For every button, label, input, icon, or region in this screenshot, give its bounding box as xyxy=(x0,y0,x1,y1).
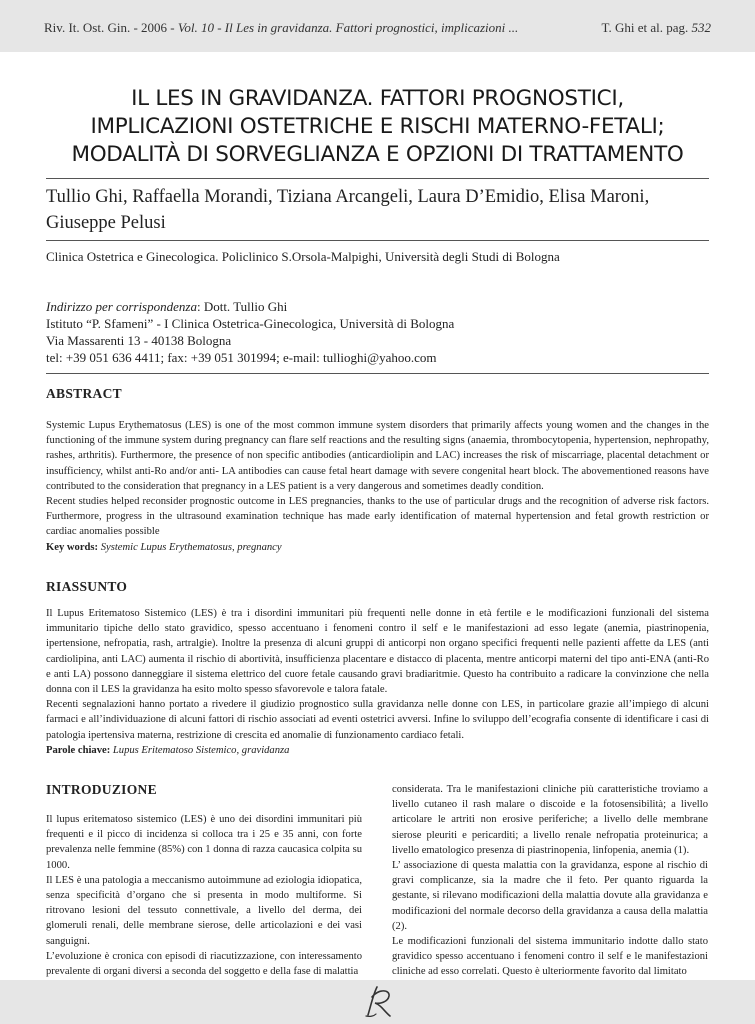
affiliation: Clinica Ostetrica e Ginecologica. Policlinico S.Orsola-Malpighi, Università degli Studi di Bologna xyxy=(46,249,560,264)
journal-monogram-logo-icon xyxy=(362,983,396,1019)
title-line-3: MODALITÀ DI SORVEGLIANZA E OPZIONI DI TRATTAMENTO xyxy=(71,142,684,167)
correspondence-label: Indirizzo per corrispondenza xyxy=(46,299,197,314)
intro-paragraph: L’ associazione di questa malattia con la gravidanza, espone al rischio di gravi complicanze, sia la madre che il feto. Per quanto riguarda la gestante, si rilevano modificazioni della malattia dovute alla gravidanza e modificazioni del normale decorso della gravidanza a causa della malattia (2). xyxy=(392,860,708,932)
intro-paragraph: considerata. Tra le manifestazioni cliniche più caratteristiche troviamo a livello cutaneo il rash malare o discoide e la fotosensibilità; a livello articolare le artriti non erosive periferiche; a livello delle membrane sierose pleuriti e pericarditi; a livello renale nefropatia proteinurica; a livello ematologico presenza di piastrinopenia, linfopenia, anemia (1). xyxy=(392,784,708,856)
journal-citation xyxy=(44,20,518,36)
intro-paragraph: Il lupus eritematoso sistemico (LES) è uno dei disordini immunitari più frequenti e il picco di incidenza si colloca tra i 25 e 35 anni, con forte prevalenza nelle femmine (85%) con 1 donna di razza caucasica colpita su 1000. xyxy=(46,814,362,871)
intro-right-column xyxy=(392,782,708,980)
page-reference xyxy=(601,20,711,36)
keywords-label: Parole chiave: xyxy=(46,744,111,756)
riassunto-paragraph: Recenti segnalazioni hanno portato a rivedere il giudizio prognostico sulla gravidanza nelle donne con LES, in particolare grazie all’impiego di alcuni farmaci e all’individuazione di alcuni fattori di rischio associati ad eventi ostetrici avversi. Infine lo sviluppo dell’ecografia consente di identificare i casi di patologia ipertensiva materna, restrizione di crescita ed anomalie di funzionamento cardiaco fetali. xyxy=(46,699,709,741)
page-number: 532 xyxy=(691,20,711,35)
author-list: Tullio Ghi, Raffaella Morandi, Tiziana Arcangeli, Laura D’Emidio, Elisa Maroni, Giuseppe Pelusi xyxy=(46,187,650,233)
short-authors: T. Ghi et al. pag. xyxy=(601,20,692,35)
riassunto-heading: RIASSUNTO xyxy=(46,579,128,594)
abstract-body xyxy=(46,418,709,555)
intro-paragraph: Il LES è una patologia a meccanismo autoimmune ad eziologia idiopatica, senza specificità d’organo che si presenta in modo multiforme. Si ritrovano lesioni del tessuto connettivale, a livello del derma, dei glomeruli renali, delle membrane sierose, delle articolazioni e dei vasi sanguigni. xyxy=(46,874,362,947)
intro-paragraph: L’evoluzione è cronica con episodi di riacutizzazione, con interessamento prevalente di organi diversi a seconda del soggetto e della fase di malattia xyxy=(46,950,362,978)
institute-line: Istituto “P. Sfameni” - I Clinica Ostetrica-Ginecologica, Università di Bologna xyxy=(46,316,455,331)
intro-paragraph: Le modificazioni funzionali del sistema immunitario indotte dallo stato gravidico spesso accentuano i fenomeni contro il self e le manifestazioni cliniche ad esso correlati. Questo è ulteriormente favorito dal limitato xyxy=(392,936,708,978)
divider xyxy=(46,240,709,241)
riassunto-body xyxy=(46,606,709,758)
keywords-label: Key words: xyxy=(46,541,99,553)
volume-info: Vol. 10 - Il Les in gravidanza. Fattori prognostici, implicazioni ... xyxy=(177,20,519,35)
abstract-paragraph: Recent studies helped reconsider prognostic outcome in LES pregnancies, thanks to the use of particular drugs and the recognition of adverse risk factors. Furthermore, progress in the ultrasound examination technique has made early identification of maternal hypertension and fetal growth restriction or cardiac anomalies possible xyxy=(46,496,709,538)
contact-line: tel: +39 051 636 4411; fax: +39 051 301994; e-mail: tullioghi@yahoo.com xyxy=(46,350,437,365)
journal-name: Riv. It. Ost. Gin. - 2006 - xyxy=(44,20,178,35)
intro-left-column xyxy=(46,812,362,979)
abstract-heading: ABSTRACT xyxy=(46,386,122,401)
street-line: Via Massarenti 13 - 40138 Bologna xyxy=(46,333,232,348)
divider xyxy=(46,178,709,179)
keywords-value: Lupus Eritematoso Sistemico, gravidanza xyxy=(110,744,290,756)
introduzione-heading: INTRODUZIONE xyxy=(46,782,157,797)
keywords-value: Systemic Lupus Erythematosus, pregnancy xyxy=(98,541,282,553)
title-line-1: IL LES IN GRAVIDANZA. FATTORI PROGNOSTICI, xyxy=(131,86,624,111)
correspondence-address xyxy=(46,298,454,366)
abstract-paragraph: Systemic Lupus Erythematosus (LES) is one of the most common immune system disorders that primarily affects young women and the changes in the functioning of the immune system during pregnancy can flare self reactions and the resulting signs (anaemia, thrombocytopenia, hypertension, nephropathy, rashes, arthritis). Furthermore, the presence of non specific antibodies (anticardiolipin and LAC) increases the risk of miscarriage, placental detachment or insufficiency, whilst anti-Ro and/or anti- LA antibodies can cause fetal heart damage with severe congenital heart block. The abovementioned reasons have contributed to the consideration that pregnancy in a LES patient is a very dangerous and sometimes deadly condition. xyxy=(46,420,709,492)
title-line-2: IMPLICAZIONI OSTETRICHE E RISCHI MATERNO-FETALI; xyxy=(90,114,665,139)
article-title xyxy=(46,85,709,169)
riassunto-paragraph: Il Lupus Eritematoso Sistemico (LES) è tra i disordini immunitari più frequenti nelle donne in età fertile e le modificazioni funzionali del sistema immunitario tipiche dello stato gravidico, spesso accentuano i fenomeni contro il self e le manifestazioni ad esso legate (anemia, piastrinopenia, ipertensione, nefropatia, rash, artralgie). Inoltre la presenza di alcuni gruppi di anticorpi non organo specifici frequenti nelle pazienti affette da LES (anti cardiolipina, anti LAC) aumenta il rischio di abortività, insufficienza placentare e distacco di placenta, mentre anticorpi materni del tipo anti-ENA (anti-Ro e anti LA) possono danneggiare il sistema elettrico del cuore fetale causando gravi bradiaritmie. Questo ha contribuito a radicare la convinzione che nella donna con il LES la gravidanza ha esito molto spesso sfavorevole e talora fatale. xyxy=(46,608,709,696)
correspondence-name: : Dott. Tullio Ghi xyxy=(196,299,288,314)
divider xyxy=(46,373,709,374)
